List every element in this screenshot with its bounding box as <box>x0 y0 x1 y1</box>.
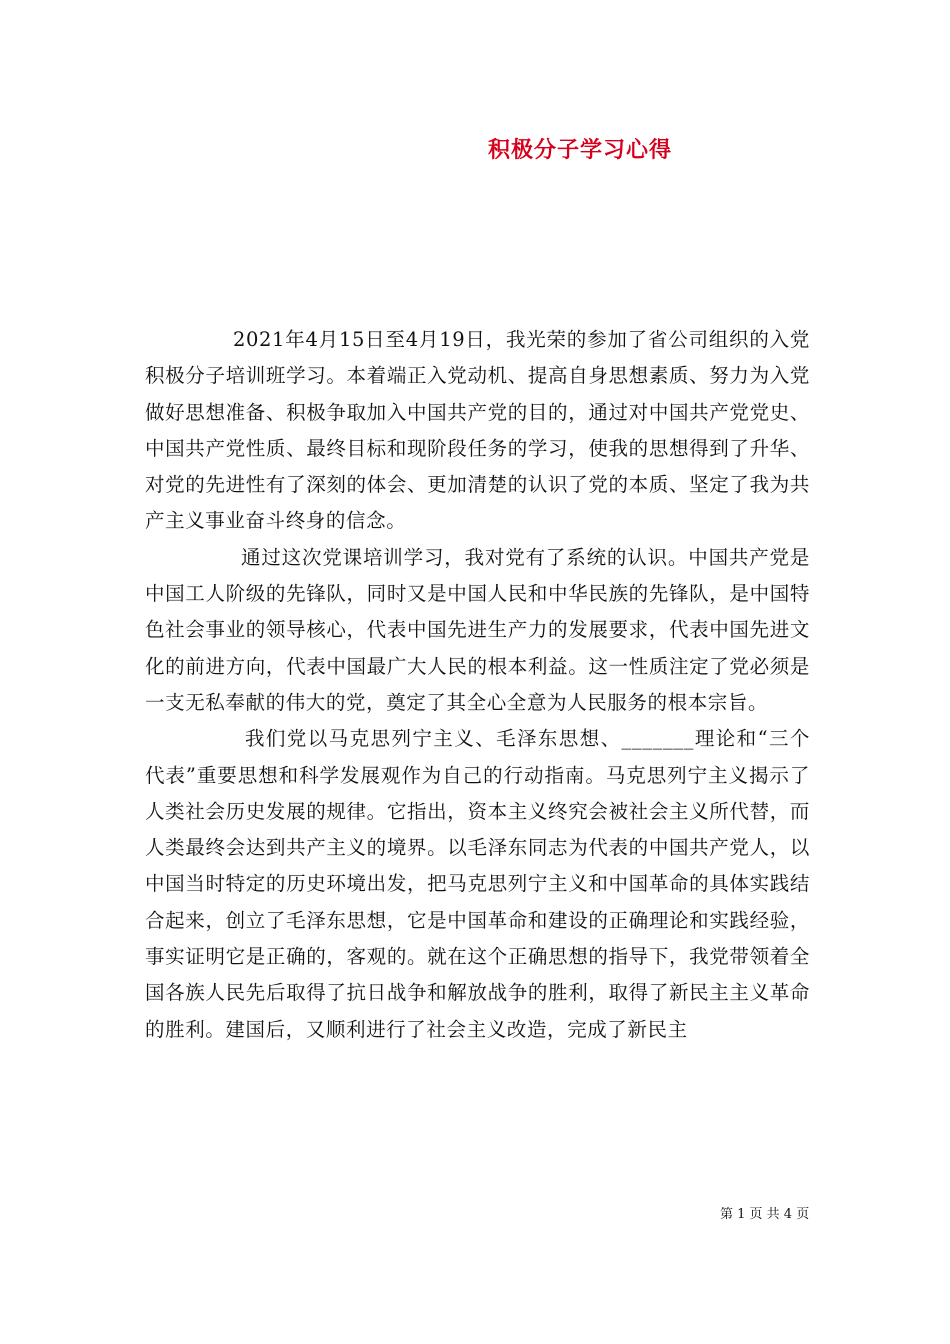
document-body <box>145 322 810 1048</box>
paragraph: 通过这次党课培训学习，我对党有了系统的认识。中国共产党是中国工人阶级的先锋队，同时又是中国人民和中华民族的先锋队，是中国特色社会事业的领导核心，代表中国先进生产力的发展要求，代表中国先进文化的前进方向，代表中国最广大人民的根本利益。这一性质注定了党必须是一支无私奉献的伟大的党，奠定了其全心全意为人民服务的根本宗旨。 <box>145 545 810 714</box>
page-number: 第 1 页 共 4 页 <box>720 1207 810 1222</box>
document-title: 积极分子学习心得 <box>488 138 673 163</box>
paragraph: 我们党以马克思列宁主义、毛泽东思想、_______理论和“三个代表”重要思想和科学发展观作为自己的行动指南。马克思列宁主义揭示了人类社会历史发展的规律。它指出，资本主义终究会被社会主义所代替，而人类最终会达到共产主义的境界。以毛泽东同志为代表的中国共产党人，以中国当时特定的历史环境出发，把马克思列宁主义和中国革命的具体实践结合起来，创立了毛泽东思想，它是中国革命和建设的正确理论和实践经验，事实证明它是正确的，客观的。就在这个正确思想的指导下，我党带领着全国各族人民先后取得了抗日战争和解放战争的胜利，取得了新民主主义革命的胜利。建国后，又顺利进行了社会主义改造，完成了新民主 <box>145 727 810 1041</box>
paragraph: 2021年4月15日至4月19日，我光荣的参加了省公司组织的入党积极分子培训班学习。本着端正入党动机、提高自身思想素质、努力为入党做好思想准备、积极争取加入中国共产党的目的，通过对中国共产党党史、中国共产党性质、最终目标和现阶段任务的学习，使我的思想得到了升华、对党的先进性有了深刻的体会、更加清楚的认识了党的本质、坚定了我为共产主义事业奋斗终身的信念。 <box>145 328 810 533</box>
